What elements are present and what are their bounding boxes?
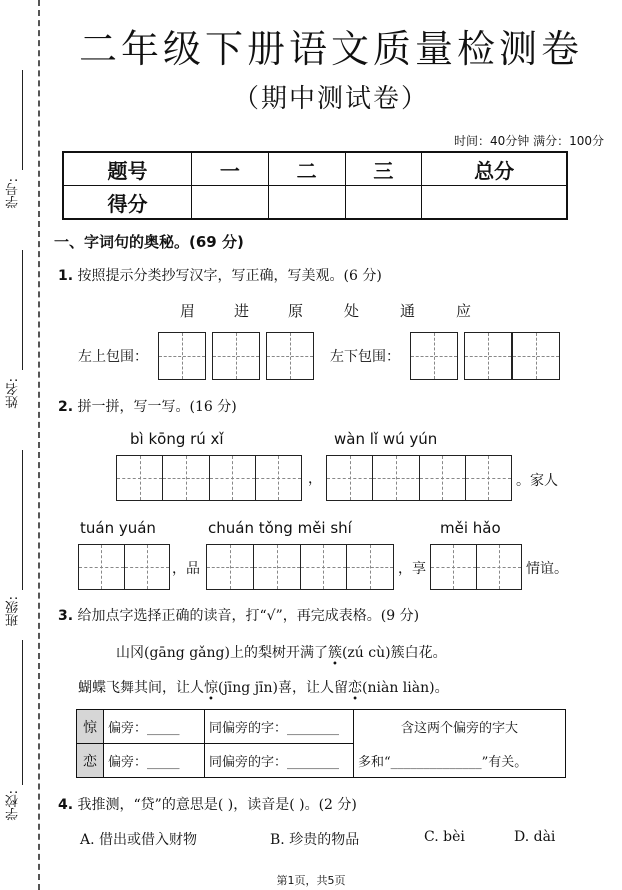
q3-row-char: 惊 bbox=[77, 710, 104, 744]
q2-mid2: ，享 bbox=[398, 561, 426, 577]
q1-char: 原 bbox=[288, 302, 304, 320]
q1-left-label: 左上包围： bbox=[78, 349, 148, 365]
score-header-cell: 二 bbox=[268, 152, 345, 186]
q2-text: 拼一拼，写一写。(16 分) bbox=[77, 399, 237, 415]
dotted-char: 簇 bbox=[327, 645, 342, 661]
q2-end2: 情谊。 bbox=[526, 561, 568, 577]
pinyin-writing-box[interactable] bbox=[116, 455, 302, 501]
name-line[interactable] bbox=[22, 250, 23, 370]
name-label: 姓名: bbox=[6, 378, 21, 409]
q3-right-text-2[interactable]: 多和“______________”有关。 bbox=[354, 744, 566, 778]
q2-end1: 。家人 bbox=[516, 473, 558, 489]
class-line[interactable] bbox=[22, 450, 23, 590]
q3-text: 给加点字选择正确的读音，打“√”，再完成表格。(9 分) bbox=[77, 608, 420, 624]
q4-prompt bbox=[58, 794, 357, 814]
pinyin-writing-box[interactable] bbox=[206, 544, 394, 590]
q1-right-label: 左下包围： bbox=[330, 349, 400, 365]
binding-dashed-line bbox=[38, 0, 40, 890]
q3-same-radical-field[interactable]: 同偏旁的字：________ bbox=[205, 744, 354, 778]
q2-pinyin-2: wàn lǐ wú yún bbox=[334, 430, 438, 448]
score-table bbox=[62, 151, 568, 220]
score-table-header-row bbox=[63, 152, 567, 186]
score-table-score-row bbox=[63, 186, 567, 220]
q2-pinyin-3: tuán yuán bbox=[80, 519, 156, 537]
writing-grid-box[interactable] bbox=[512, 332, 560, 380]
dotted-char: 惊 bbox=[204, 680, 218, 696]
q2-mid1: ，品 bbox=[172, 561, 200, 577]
score-cell[interactable] bbox=[422, 186, 567, 220]
q3-right-text-1: 含这两个偏旁的字大 bbox=[354, 710, 566, 744]
q4-option-a[interactable]: A. 借出或借入财物 bbox=[80, 832, 198, 848]
q4-option-d[interactable]: D. dài bbox=[514, 829, 556, 845]
score-header-cell: 一 bbox=[192, 152, 269, 186]
score-cell[interactable] bbox=[268, 186, 345, 220]
q2-pinyin-1: bì kōng rú xǐ bbox=[130, 430, 224, 448]
q3-sentence-2 bbox=[78, 677, 449, 697]
page-title: 二年级下册语文质量检测卷 bbox=[78, 27, 583, 71]
writing-grid-box[interactable] bbox=[212, 332, 260, 380]
q4-option-c[interactable]: C. bèi bbox=[424, 829, 465, 845]
dotted-char: 恋 bbox=[348, 680, 363, 696]
q3-row-char: 恋 bbox=[77, 744, 104, 778]
q3-radical-field[interactable]: 偏旁：_____ bbox=[104, 710, 205, 744]
q1-char: 处 bbox=[344, 302, 360, 320]
q2-pinyin-4: chuán tǒng měi shí bbox=[208, 519, 352, 537]
pinyin-writing-box[interactable] bbox=[326, 455, 512, 501]
q2-pinyin-5: měi hǎo bbox=[440, 519, 501, 537]
page-subtitle: （期中测试卷） bbox=[232, 84, 429, 114]
q1-text: 按照提示分类抄写汉字，写正确，写美观。(6 分) bbox=[77, 268, 382, 284]
q3-sentence-1 bbox=[116, 642, 447, 662]
q3-table bbox=[76, 709, 566, 778]
class-label: 班级: bbox=[6, 596, 21, 627]
page-footer: 第1页，共5页 bbox=[276, 874, 346, 887]
q3-line2-a: 蝴蝶飞舞其间，让人 bbox=[78, 680, 204, 696]
score-header-cell: 题号 bbox=[63, 152, 192, 186]
score-header-cell: 三 bbox=[345, 152, 422, 186]
score-cell[interactable] bbox=[192, 186, 269, 220]
q4-number: 4. bbox=[58, 797, 74, 813]
writing-grid-box[interactable] bbox=[266, 332, 314, 380]
section1-title: 一、字词句的奥秘。(69 分) bbox=[54, 233, 244, 251]
writing-grid-box[interactable] bbox=[464, 332, 512, 380]
q3-line2-b: (jīng jīn)喜，让人留 bbox=[218, 680, 349, 696]
student-no-label: 学号: bbox=[6, 178, 21, 209]
q1-char: 应 bbox=[456, 302, 472, 320]
q2-prompt bbox=[58, 396, 237, 416]
q2-comma: ， bbox=[308, 471, 322, 487]
q4-text: 我推测，“贷”的意思是( )，读音是( )。(2 分) bbox=[77, 797, 357, 813]
q3-line1-b: (zú cù)簇白花。 bbox=[341, 645, 447, 661]
score-cell[interactable] bbox=[345, 186, 422, 220]
score-header-cell: 总分 bbox=[422, 152, 567, 186]
q1-number: 1. bbox=[58, 268, 74, 284]
school-label: 学校: bbox=[6, 790, 21, 821]
score-row-label: 得分 bbox=[63, 186, 192, 220]
time-info: 时间：40分钟 满分：100分 bbox=[454, 134, 604, 148]
student-no-line[interactable] bbox=[22, 70, 23, 170]
q3-line1-a: 山冈(gāng gǎng)上的梨树开满了 bbox=[116, 645, 328, 661]
q1-char: 通 bbox=[400, 302, 416, 320]
q1-prompt bbox=[58, 265, 382, 285]
pinyin-writing-box[interactable] bbox=[430, 544, 522, 590]
q2-number: 2. bbox=[58, 399, 74, 415]
school-line[interactable] bbox=[22, 640, 23, 785]
q1-char: 进 bbox=[234, 302, 250, 320]
q3-same-radical-field[interactable]: 同偏旁的字：________ bbox=[205, 710, 354, 744]
q4-option-b[interactable]: B. 珍贵的物品 bbox=[270, 832, 360, 848]
writing-grid-box[interactable] bbox=[158, 332, 206, 380]
pinyin-writing-box[interactable] bbox=[78, 544, 170, 590]
q1-char: 眉 bbox=[180, 302, 196, 320]
q3-number: 3. bbox=[58, 608, 74, 624]
q3-prompt bbox=[58, 605, 419, 625]
writing-grid-box[interactable] bbox=[410, 332, 458, 380]
q3-line2-c: (niàn liàn)。 bbox=[362, 680, 449, 696]
q3-radical-field[interactable]: 偏旁：_____ bbox=[104, 744, 205, 778]
